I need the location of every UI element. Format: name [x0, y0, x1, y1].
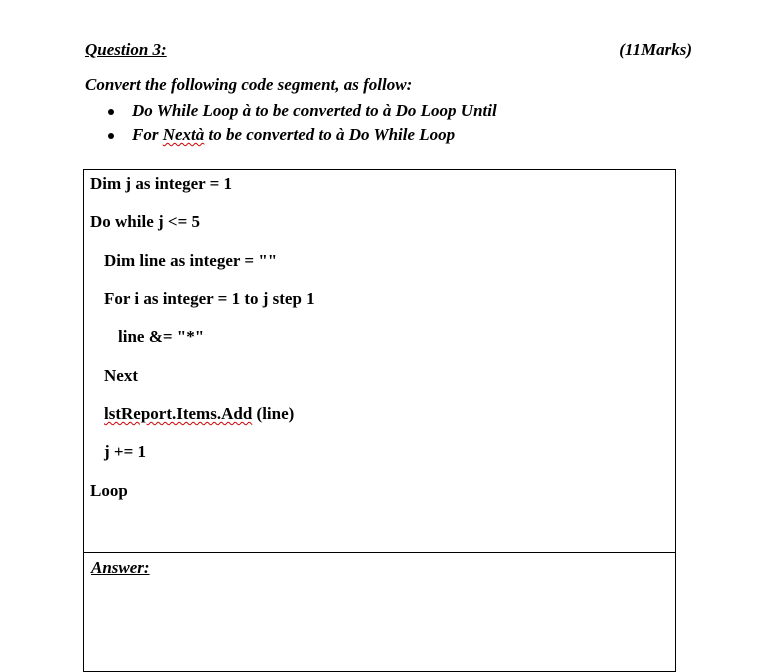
answer-label: Answer:	[91, 558, 150, 577]
bullet-icon	[108, 133, 114, 139]
spellcheck-flagged-word: lstReport.Items.Add	[104, 404, 253, 423]
code-line: j += 1	[104, 442, 147, 461]
code-line: Dim j as integer = 1	[90, 174, 233, 193]
instruction-text: Convert the following code segment, as follow:	[85, 75, 413, 94]
bullet-text	[132, 123, 455, 147]
code-line: line &= "*"	[118, 327, 205, 346]
code-line: Dim line as integer = ""	[104, 251, 278, 270]
bullet-text-part: For	[132, 125, 163, 144]
bullet-text: Do While Loop à to be converted to à Do Loop Until	[132, 101, 497, 120]
question-marks: (11Marks)	[619, 40, 692, 59]
code-segment-box	[83, 169, 676, 552]
answer-box[interactable]	[83, 552, 676, 672]
code-line: Next	[104, 366, 138, 385]
instruction-bullets	[108, 99, 497, 147]
question-title: Question 3:	[85, 40, 167, 59]
bullet-text-part: to be converted to à Do While Loop	[204, 125, 456, 144]
bullet-item	[108, 99, 497, 123]
code-line: Loop	[90, 481, 128, 500]
bullet-icon	[108, 109, 114, 115]
code-line: Do while j <= 5	[90, 212, 201, 231]
bullet-item	[108, 123, 497, 147]
code-line-part: (line)	[252, 404, 295, 423]
spellcheck-flagged-word: Nextà	[162, 125, 205, 144]
code-line	[104, 404, 294, 424]
code-line: For i as integer = 1 to j step 1	[104, 289, 315, 308]
